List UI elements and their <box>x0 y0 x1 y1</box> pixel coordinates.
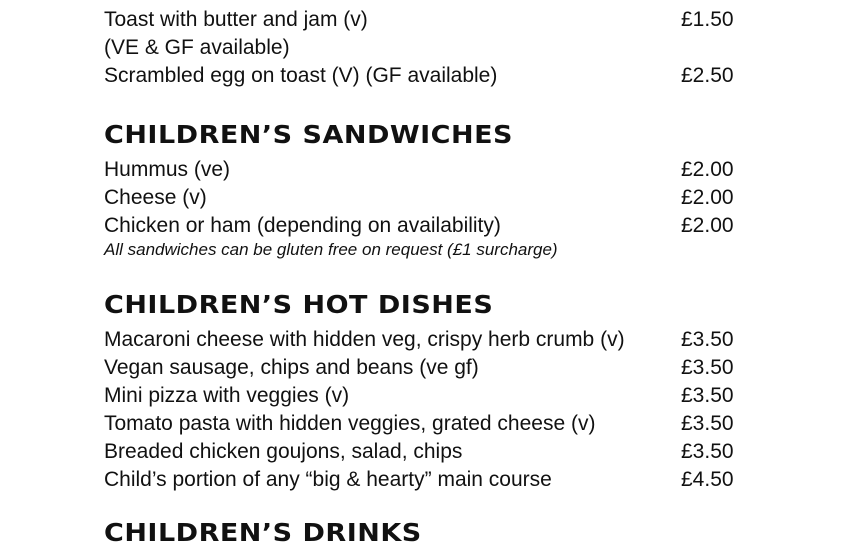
menu-item <box>104 184 738 212</box>
item-price: £2.00 <box>681 214 734 237</box>
item-name: Hummus (ve) <box>104 158 231 181</box>
menu-item <box>104 382 738 410</box>
item-price: £2.00 <box>681 158 734 181</box>
item-price: £4.50 <box>681 468 734 491</box>
section-heading-drinks: CHILDREN’S DRINKS <box>104 518 422 548</box>
item-price: £3.50 <box>681 384 734 407</box>
item-name: Toast with butter and jam (v) <box>104 8 368 31</box>
item-name: Tomato pasta with hidden veggies, grated cheese (v) <box>104 412 596 435</box>
item-price: £3.50 <box>681 440 734 463</box>
item-note: (VE & GF available) <box>104 36 290 59</box>
menu-item <box>104 156 738 184</box>
menu-item <box>104 212 738 240</box>
item-name: Scrambled egg on toast (V) (GF available) <box>104 64 498 87</box>
menu-item <box>104 466 738 494</box>
item-price: £2.00 <box>681 186 734 209</box>
item-name: Chicken or ham (depending on availability) <box>104 214 501 237</box>
menu-item <box>104 6 738 34</box>
menu-item <box>104 326 738 354</box>
sandwich-note: All sandwiches can be gluten free on request (£1 surcharge) <box>104 240 558 259</box>
menu-item <box>104 438 738 466</box>
menu-item <box>104 354 738 382</box>
menu-item <box>104 410 738 438</box>
item-price: £3.50 <box>681 328 734 351</box>
item-price: £3.50 <box>681 356 734 379</box>
item-price: £1.50 <box>681 8 734 31</box>
menu-item <box>104 62 738 90</box>
item-price: £3.50 <box>681 412 734 435</box>
item-name: Mini pizza with veggies (v) <box>104 384 350 407</box>
item-name: Macaroni cheese with hidden veg, crispy herb crumb (v) <box>104 328 625 351</box>
item-name: Cheese (v) <box>104 186 207 209</box>
item-name: Breaded chicken goujons, salad, chips <box>104 440 463 463</box>
section-heading-sandwiches: CHILDREN’S SANDWICHES <box>104 120 513 150</box>
item-price: £2.50 <box>681 64 734 87</box>
section-heading-hot-dishes: CHILDREN’S HOT DISHES <box>104 290 494 320</box>
item-name: Child’s portion of any “big & hearty” main course <box>104 468 552 491</box>
item-name: Vegan sausage, chips and beans (ve gf) <box>104 356 479 379</box>
